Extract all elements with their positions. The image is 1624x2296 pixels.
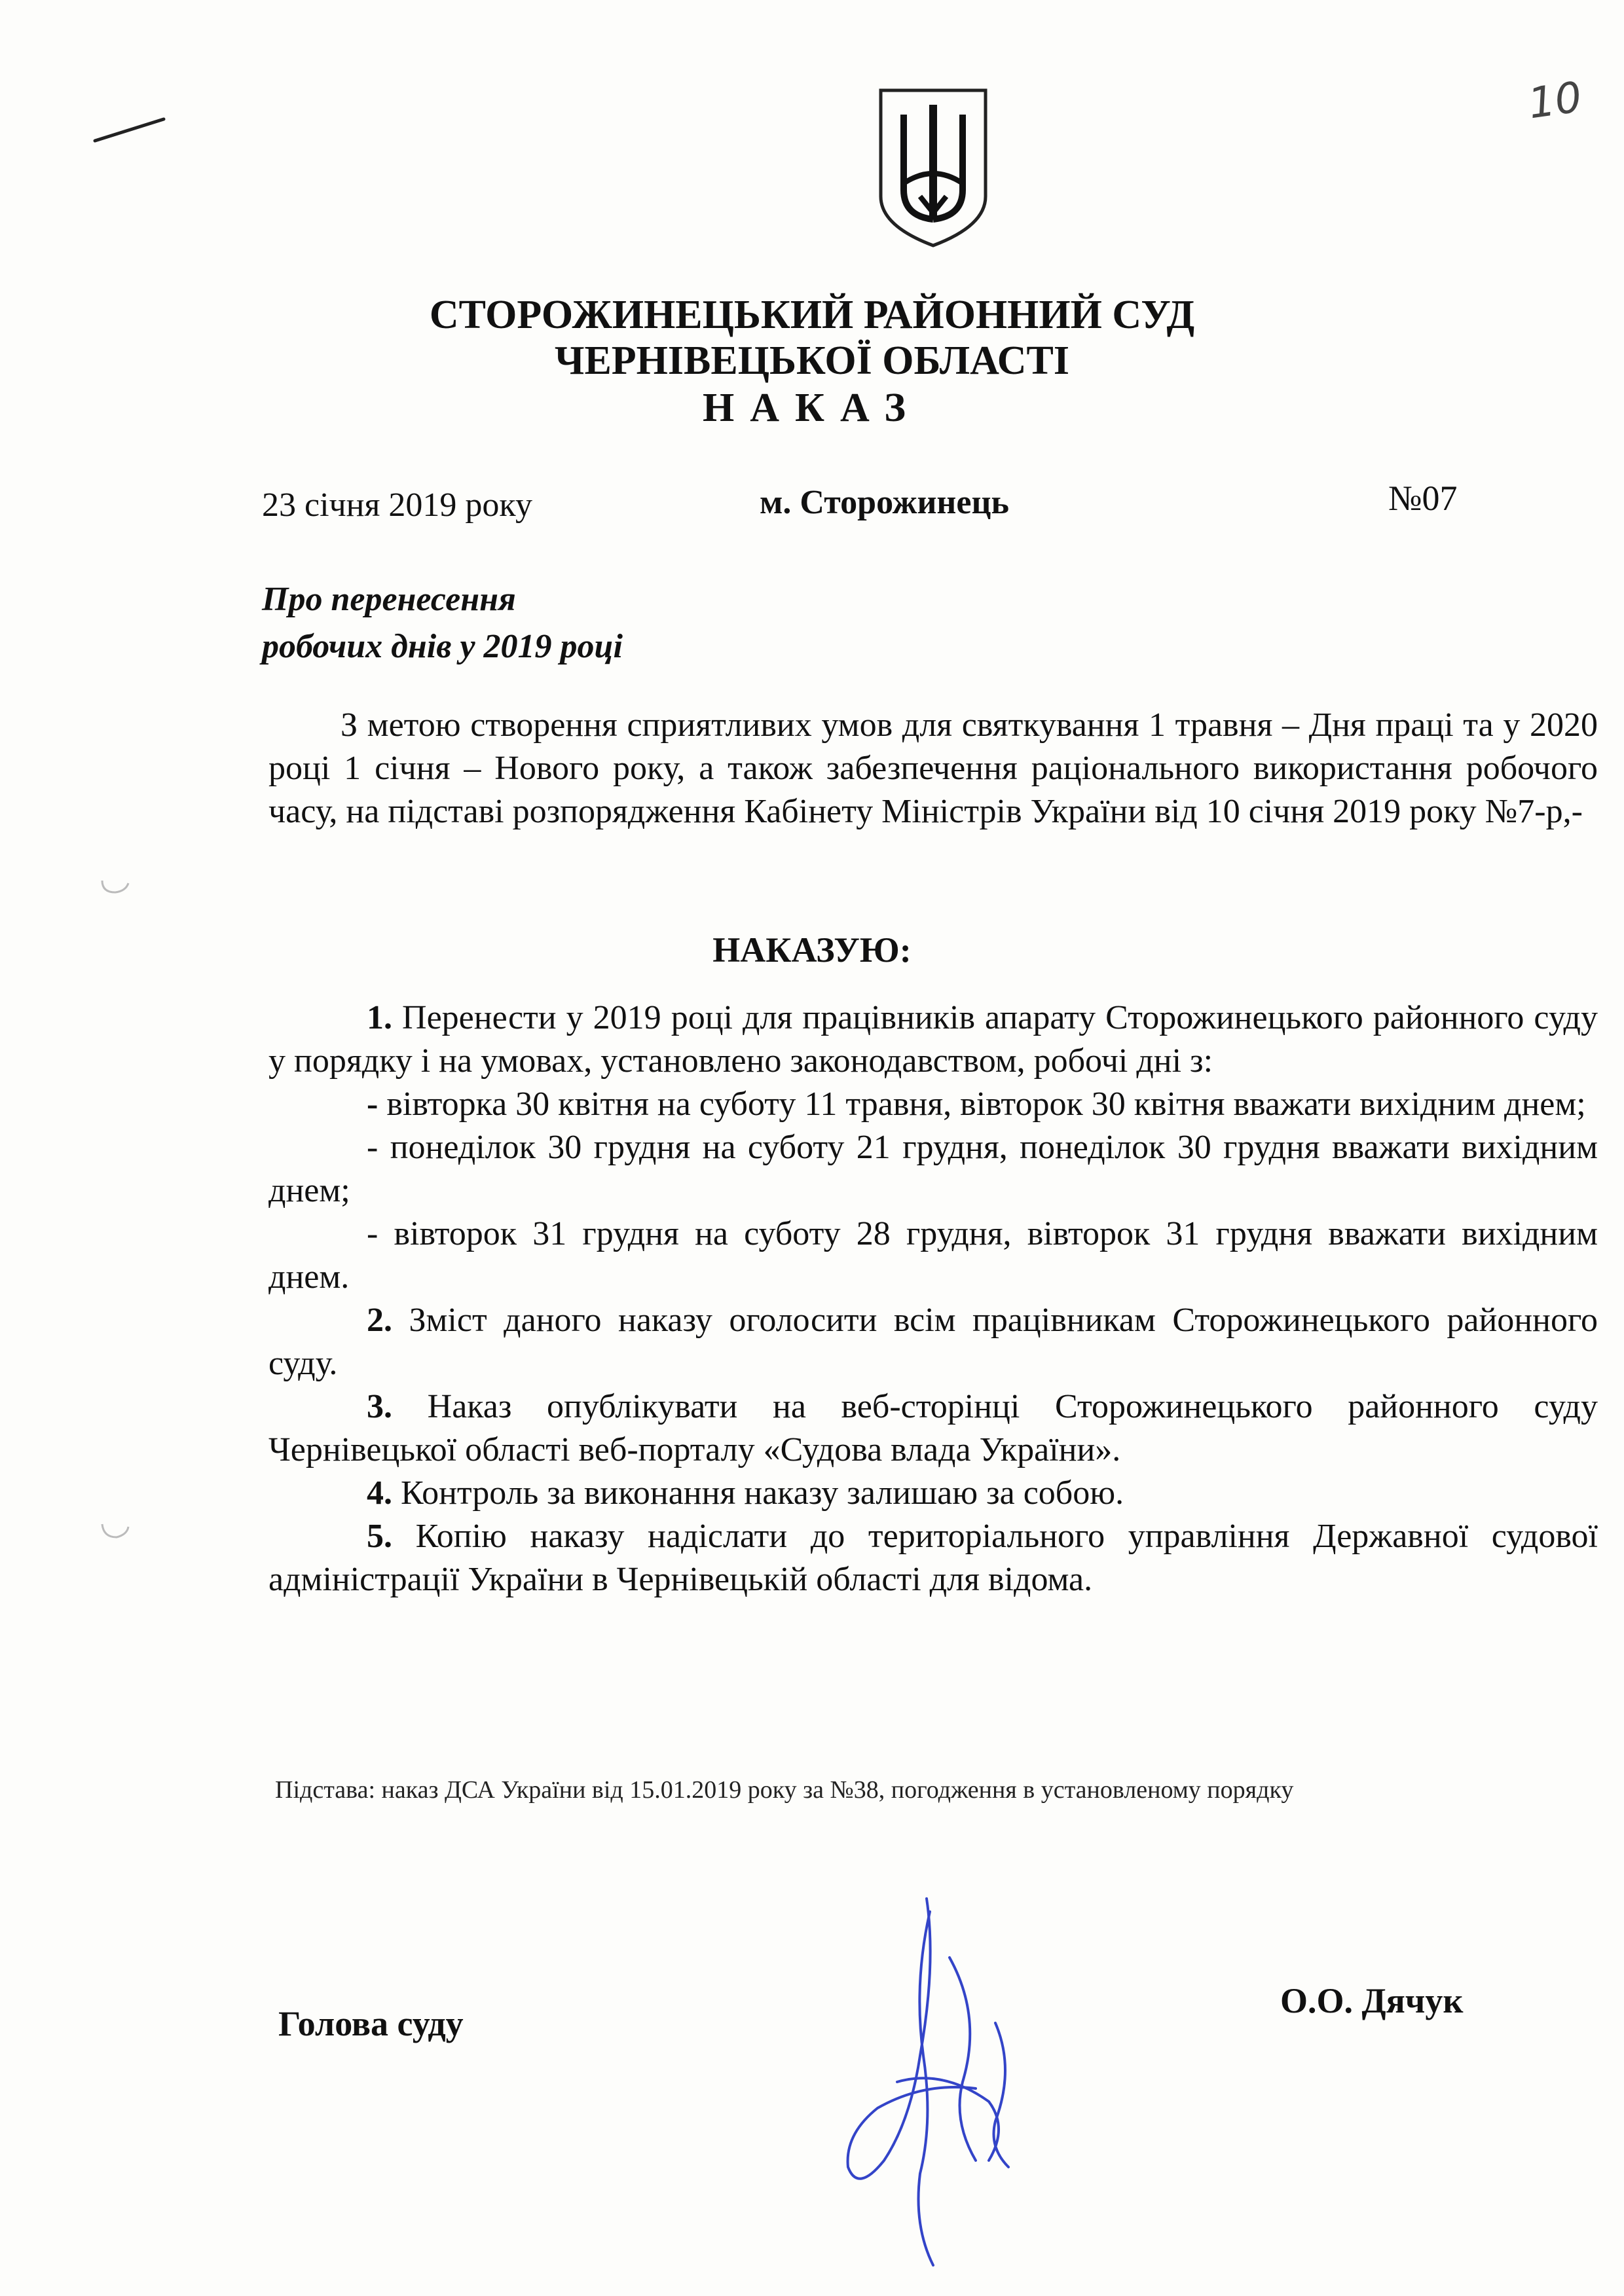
item-text: Копію наказу надіслати до територіального управління Державної судової адміністрації України в Чернівецькій області для відома. — [268, 1518, 1598, 1598]
order-item — [268, 1083, 1598, 1126]
item-text: Перенести у 2019 році для працівників апарату Сторожинецького районного суду у порядку і на умовах, установлено законодавством, робочі дні з: — [268, 999, 1598, 1080]
punch-hole-mark — [97, 867, 134, 898]
order-heading: НАКАЗУЮ: — [712, 930, 912, 970]
order-item — [268, 1299, 1598, 1385]
subject-line: Про перенесення — [262, 581, 516, 618]
item-text: Зміст даного наказу оголосити всім працівникам Сторожинецького районного суду. — [268, 1302, 1598, 1382]
item-number: 3. — [367, 1388, 392, 1425]
court-oblast: ЧЕРНІВЕЦЬКОЇ ОБЛАСТІ — [554, 338, 1070, 383]
order-date: 23 січня 2019 року — [262, 486, 532, 524]
order-item — [268, 1126, 1598, 1212]
order-item — [268, 1472, 1598, 1515]
handwritten-signature — [779, 1886, 1041, 2291]
item-number: 5. — [367, 1518, 392, 1555]
item-text: Наказ опублікувати на веб-сторінці Сторожинецького районного суду Чернівецької області веб-порталу «Судова влада України». — [268, 1388, 1598, 1468]
item-text: Контроль за виконання наказу залишаю за собою. — [401, 1474, 1124, 1512]
item-dash: - — [367, 1085, 378, 1123]
order-item — [268, 1212, 1598, 1299]
item-number: 2. — [367, 1302, 392, 1339]
basis-note: Підстава: наказ ДСА України від 15.01.2019 року за №38, погодження в установленому порядку — [275, 1776, 1294, 1804]
signatory-title: Голова суду — [278, 2004, 464, 2043]
signatory-name: О.О. Дячук — [1280, 1981, 1464, 2020]
item-number: 4. — [367, 1474, 392, 1512]
item-text: вівторок 31 грудня на суботу 28 грудня, вівторок 31 грудня вважати вихідним днем. — [268, 1215, 1598, 1296]
subject-line: робочих днів у 2019 році — [262, 628, 623, 665]
order-items — [268, 996, 1598, 1601]
item-dash: - — [367, 1129, 378, 1166]
court-name: СТОРОЖИНЕЦЬКИЙ РАЙОННИЙ СУД — [429, 293, 1195, 337]
item-text: понеділок 30 грудня на суботу 21 грудня, понеділок 30 грудня вважати вихідним днем; — [268, 1129, 1598, 1209]
document-type-title: НАКАЗ — [703, 386, 921, 430]
trident-emblem-icon — [874, 85, 992, 249]
item-dash: - — [367, 1215, 378, 1252]
item-number: 1. — [367, 999, 392, 1036]
punch-hole-mark — [97, 1512, 134, 1542]
order-item — [268, 1515, 1598, 1601]
order-subject — [262, 576, 623, 670]
order-item — [268, 996, 1598, 1083]
order-item — [268, 1385, 1598, 1472]
order-place: м. Сторожинець — [760, 484, 1009, 521]
order-number: №07 — [1388, 479, 1458, 518]
item-text: вівторка 30 квітня на суботу 11 травня, вівторок 30 квітня вважати вихідним днем; — [386, 1085, 1586, 1123]
pen-stroke-mark — [92, 111, 170, 151]
preamble-paragraph: З метою створення сприятливих умов для святкування 1 травня – Дня праці та у 2020 році 1 січня – Нового року, а також забезпечення раціонального використання робочого часу, на підставі розпорядження Кабінету Міністрів України від 10 січня 2019 року №7-р,- — [268, 706, 1598, 830]
handwritten-page-number: 10 — [1525, 73, 1585, 129]
